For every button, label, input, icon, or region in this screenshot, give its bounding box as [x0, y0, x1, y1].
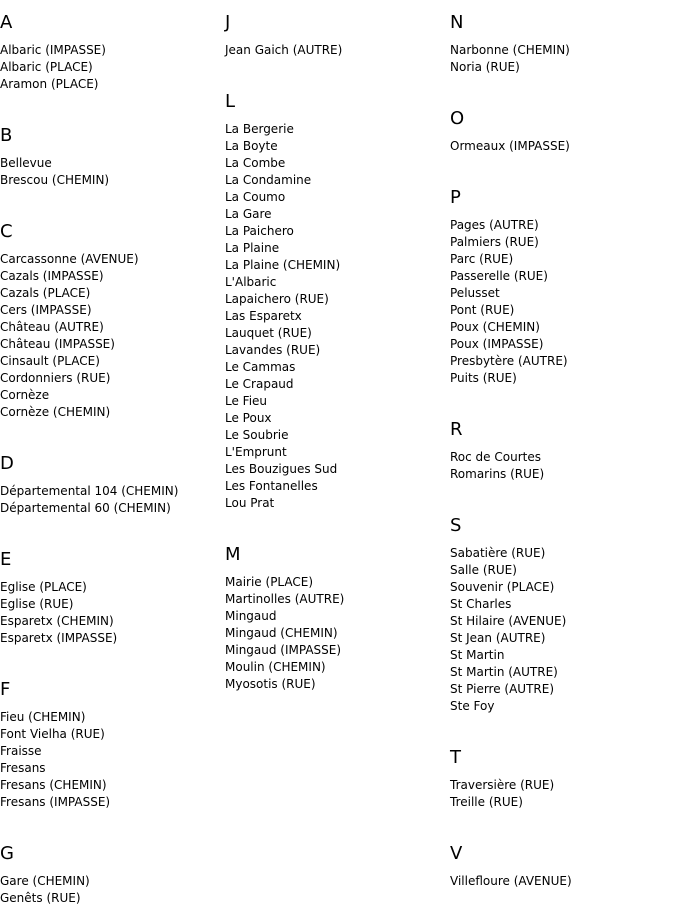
street-item: Lou Prat [225, 496, 275, 510]
street-item: Souvenir (PLACE) [450, 580, 555, 594]
street-item: Fresans (IMPASSE) [0, 795, 111, 809]
street-item: Villefloure (AVENUE) [450, 874, 572, 888]
street-item: Presbytère (AUTRE) [450, 354, 568, 368]
street-item: Cers (IMPASSE) [0, 303, 92, 317]
street-item: Cornèze [0, 388, 50, 402]
street-item: Genêts (RUE) [0, 891, 81, 905]
street-item: Fieu (CHEMIN) [0, 710, 86, 724]
directory-column-2 [225, 0, 450, 693]
letter-heading: P [450, 187, 461, 208]
street-item: Mingaud [225, 609, 277, 623]
group-spacer [450, 387, 675, 407]
street-item: Lapaichero (RUE) [225, 292, 329, 306]
street-list [225, 121, 450, 512]
street-item: Château (AUTRE) [0, 320, 104, 334]
street-item: Carcassonne (AVENUE) [0, 252, 139, 266]
group-spacer [450, 155, 675, 175]
group-spacer [450, 811, 675, 831]
street-item: Cordonniers (RUE) [0, 371, 111, 385]
street-list [0, 483, 225, 517]
street-item: Brescou (CHEMIN) [0, 173, 110, 187]
street-list [0, 709, 225, 811]
street-item: Jean Gaich (AUTRE) [225, 43, 343, 57]
letter-group-v [450, 811, 675, 890]
street-item: Le Soubrie [225, 428, 289, 442]
street-item: Mairie (PLACE) [225, 575, 314, 589]
letter-heading: D [0, 453, 14, 474]
street-item: Albaric (IMPASSE) [0, 43, 106, 57]
letter-group-p [450, 155, 675, 387]
group-spacer [0, 421, 225, 441]
street-list [0, 873, 225, 907]
street-item: Narbonne (CHEMIN) [450, 43, 570, 57]
street-item: Moulin (CHEMIN) [225, 660, 326, 674]
letter-heading: R [450, 419, 463, 440]
street-item: La Condamine [225, 173, 312, 187]
letter-heading: J [225, 12, 231, 33]
street-item: Château (IMPASSE) [0, 337, 115, 351]
street-list [0, 42, 225, 93]
street-item: Fresans (CHEMIN) [0, 778, 107, 792]
street-list [0, 155, 225, 189]
street-list [225, 42, 450, 59]
street-item: Myosotis (RUE) [225, 677, 316, 691]
street-list [0, 251, 225, 421]
group-spacer [0, 189, 225, 209]
street-item: Albaric (PLACE) [0, 60, 93, 74]
street-item: Cinsault (PLACE) [0, 354, 100, 368]
letter-heading: S [450, 515, 462, 536]
street-item: Traversière (RUE) [450, 778, 555, 792]
street-item: Poux (IMPASSE) [450, 337, 544, 351]
letter-heading: B [0, 125, 13, 146]
street-item: Romarins (RUE) [450, 467, 545, 481]
street-list [0, 579, 225, 647]
letter-group-a [0, 12, 225, 93]
street-item: La Plaine (CHEMIN) [225, 258, 341, 272]
letter-group-m [225, 512, 450, 693]
street-item: Fresans [0, 761, 46, 775]
street-item: Bellevue [0, 156, 52, 170]
street-item: Sabatière (RUE) [450, 546, 546, 560]
street-item: Les Fontanelles [225, 479, 318, 493]
street-item: Poux (CHEMIN) [450, 320, 540, 334]
street-item: Passerelle (RUE) [450, 269, 548, 283]
street-item: Eglise (RUE) [0, 597, 74, 611]
street-item: Le Crapaud [225, 377, 294, 391]
street-item: Roc de Courtes [450, 450, 541, 464]
street-list [450, 545, 675, 715]
street-item: Départemental 104 (CHEMIN) [0, 484, 179, 498]
street-item: La Combe [225, 156, 286, 170]
letter-group-j [225, 12, 450, 59]
street-item: Salle (RUE) [450, 563, 517, 577]
street-item: Eglise (PLACE) [0, 580, 87, 594]
street-item: St Charles [450, 597, 512, 611]
directory-column-1 [0, 0, 225, 907]
street-item: Cazals (PLACE) [0, 286, 91, 300]
street-item: Cornèze (CHEMIN) [0, 405, 111, 419]
letter-group-o [450, 76, 675, 155]
street-item: L'Emprunt [225, 445, 287, 459]
street-item: Ormeaux (IMPASSE) [450, 139, 570, 153]
street-item: Pages (AUTRE) [450, 218, 539, 232]
street-item: Le Fieu [225, 394, 268, 408]
street-item: Parc (RUE) [450, 252, 514, 266]
street-item: Gare (CHEMIN) [0, 874, 90, 888]
group-spacer [450, 715, 675, 735]
letter-group-d [0, 421, 225, 517]
street-list [450, 873, 675, 890]
group-spacer [450, 76, 675, 96]
group-spacer [0, 93, 225, 113]
group-spacer [0, 517, 225, 537]
street-item: L'Albaric [225, 275, 277, 289]
street-item: Départemental 60 (CHEMIN) [0, 501, 171, 515]
street-item: La Coumo [225, 190, 286, 204]
street-item: Aramon (PLACE) [0, 77, 99, 91]
street-list [450, 217, 675, 387]
group-spacer [225, 512, 450, 532]
street-item: Les Bouzigues Sud [225, 462, 338, 476]
letter-group-t [450, 715, 675, 811]
group-spacer [450, 483, 675, 503]
letter-group-r [450, 387, 675, 483]
street-item: St Martin [450, 648, 505, 662]
street-item: Cazals (IMPASSE) [0, 269, 104, 283]
letter-heading: G [0, 843, 14, 864]
street-item: La Plaine [225, 241, 280, 255]
letter-heading: F [0, 679, 11, 700]
street-item: La Gare [225, 207, 272, 221]
group-spacer [0, 811, 225, 831]
letter-group-s [450, 483, 675, 715]
street-item: Mingaud (IMPASSE) [225, 643, 342, 657]
letter-group-c [0, 189, 225, 421]
letter-group-b [0, 93, 225, 189]
street-list [450, 138, 675, 155]
street-item: Esparetx (CHEMIN) [0, 614, 114, 628]
street-item: Le Poux [225, 411, 272, 425]
street-item: Lavandes (RUE) [225, 343, 321, 357]
street-item: Puits (RUE) [450, 371, 517, 385]
letter-heading: V [450, 843, 463, 864]
street-item: La Boyte [225, 139, 278, 153]
letter-group-l [225, 59, 450, 512]
letter-group-e [0, 517, 225, 647]
street-list [450, 449, 675, 483]
street-item: Palmiers (RUE) [450, 235, 539, 249]
letter-heading: A [0, 12, 13, 33]
letter-group-n [450, 12, 675, 76]
street-list [450, 42, 675, 76]
letter-heading: C [0, 221, 13, 242]
letter-heading: E [0, 549, 12, 570]
street-item: Le Cammas [225, 360, 296, 374]
street-item: St Hilaire (AVENUE) [450, 614, 567, 628]
letter-heading: N [450, 12, 464, 33]
street-item: St Pierre (AUTRE) [450, 682, 555, 696]
group-spacer [225, 59, 450, 79]
letter-heading: O [450, 108, 465, 129]
street-item: Noria (RUE) [450, 60, 520, 74]
street-item: Font Vielha (RUE) [0, 727, 105, 741]
street-item: Treille (RUE) [450, 795, 523, 809]
letter-heading: T [450, 747, 461, 768]
street-item: Fraisse [0, 744, 42, 758]
street-list [450, 777, 675, 811]
street-item: St Jean (AUTRE) [450, 631, 546, 645]
street-item: St Martin (AUTRE) [450, 665, 558, 679]
letter-group-g [0, 811, 225, 907]
street-item: Pelusset [450, 286, 500, 300]
street-item: Mingaud (CHEMIN) [225, 626, 338, 640]
street-item: Esparetx (IMPASSE) [0, 631, 118, 645]
letter-group-f [0, 647, 225, 811]
group-spacer [0, 647, 225, 667]
street-item: Pont (RUE) [450, 303, 515, 317]
street-item: Ste Foy [450, 699, 495, 713]
street-item: La Bergerie [225, 122, 294, 136]
street-item: Lauquet (RUE) [225, 326, 312, 340]
letter-heading: L [225, 91, 236, 112]
street-item: La Paichero [225, 224, 294, 238]
letter-heading: M [225, 544, 241, 565]
street-list [225, 574, 450, 693]
directory-column-3 [450, 0, 675, 890]
street-item: Las Esparetx [225, 309, 302, 323]
street-item: Martinolles (AUTRE) [225, 592, 345, 606]
